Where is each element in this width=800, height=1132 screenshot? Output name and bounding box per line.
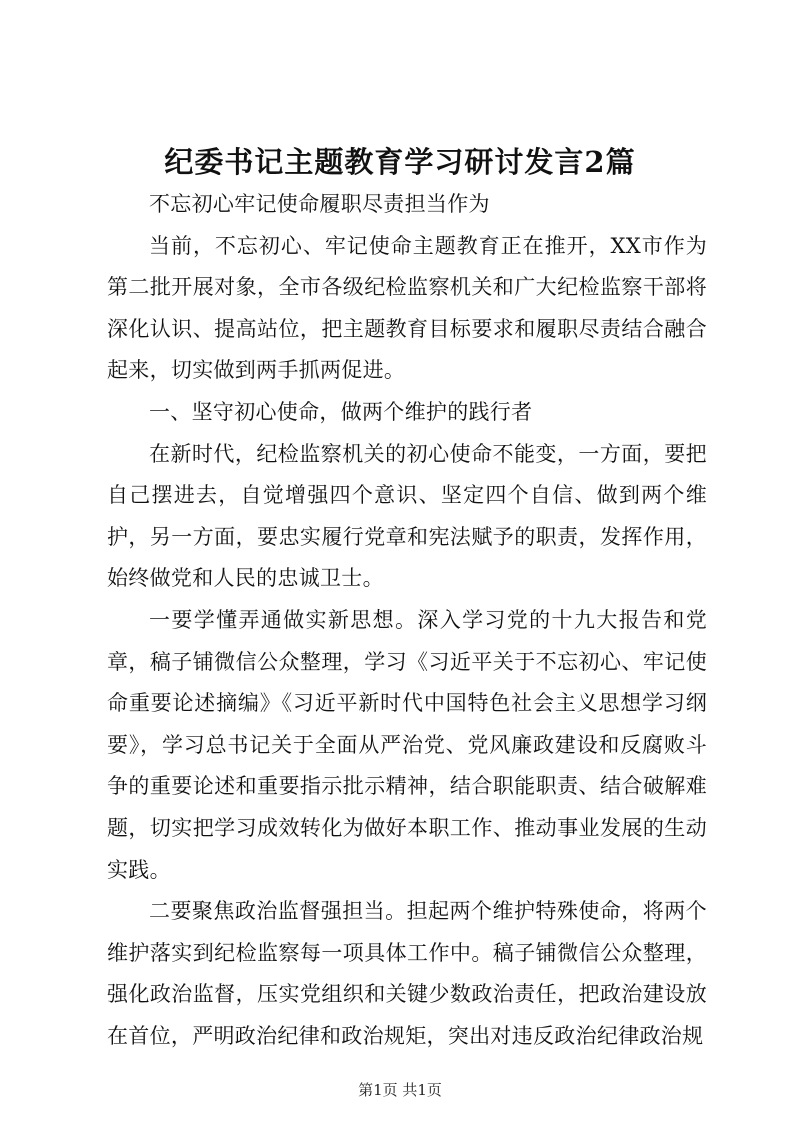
paragraph-intro: 当前，不忘初心、牢记使命主题教育正在推开，XX市作为第二批开展对象，全市各级纪检监察机关和广大纪检监察干部将深化认识、提高站位，把主题教育目标要求和履职尽责结合融合起来，切实做到两手抓两促进。 bbox=[107, 233, 707, 383]
paragraph-point-one: 一要学懂弄通做实新思想。深入学习党的十九大报告和党章，稿子铺微信公众整理，学习《习近平关于不忘初心、牢记使命重要论述摘编》《习近平新时代中国特色社会主义思想学习纲要》，学习总书记关于全面从严治党、党风廉政建设和反腐败斗争的重要论述和重要指示批示精神，结合职能职责、结合破解难题，切实把学习成效转化为做好本职工作、推动事业发展的生动实践。 bbox=[107, 607, 707, 882]
paragraph-subtitle: 不忘初心牢记使命履职尽责担当作为 bbox=[149, 192, 490, 216]
paragraph-new-era: 在新时代，纪检监察机关的初心使命不能变，一方面，要把自己摆进去，自觉增强四个意识、坚定四个自信、做到两个维护，另一方面，要忠实履行党章和宪法赋予的职责，发挥作用，始终做党和人民的忠诚卫士。 bbox=[107, 441, 707, 591]
document-body bbox=[107, 184, 707, 1057]
page-footer: 第1页 共1页 bbox=[358, 1081, 442, 1099]
paragraph-section-heading: 一、坚守初心使命，做两个维护的践行者 bbox=[149, 399, 533, 424]
document-title: 纪委书记主题教育学习研讨发言2篇 bbox=[164, 145, 636, 179]
paragraph-point-two: 二要聚焦政治监督强担当。担起两个维护特殊使命，将两个维护落实到纪检监察每一项具体工作中。稿子铺微信公众整理，强化政治监督，压实党组织和关键少数政治责任，把政治建设放在首位，严明政治纪律和政治规矩，突出对违反政治纪律政治规 bbox=[107, 899, 707, 1048]
